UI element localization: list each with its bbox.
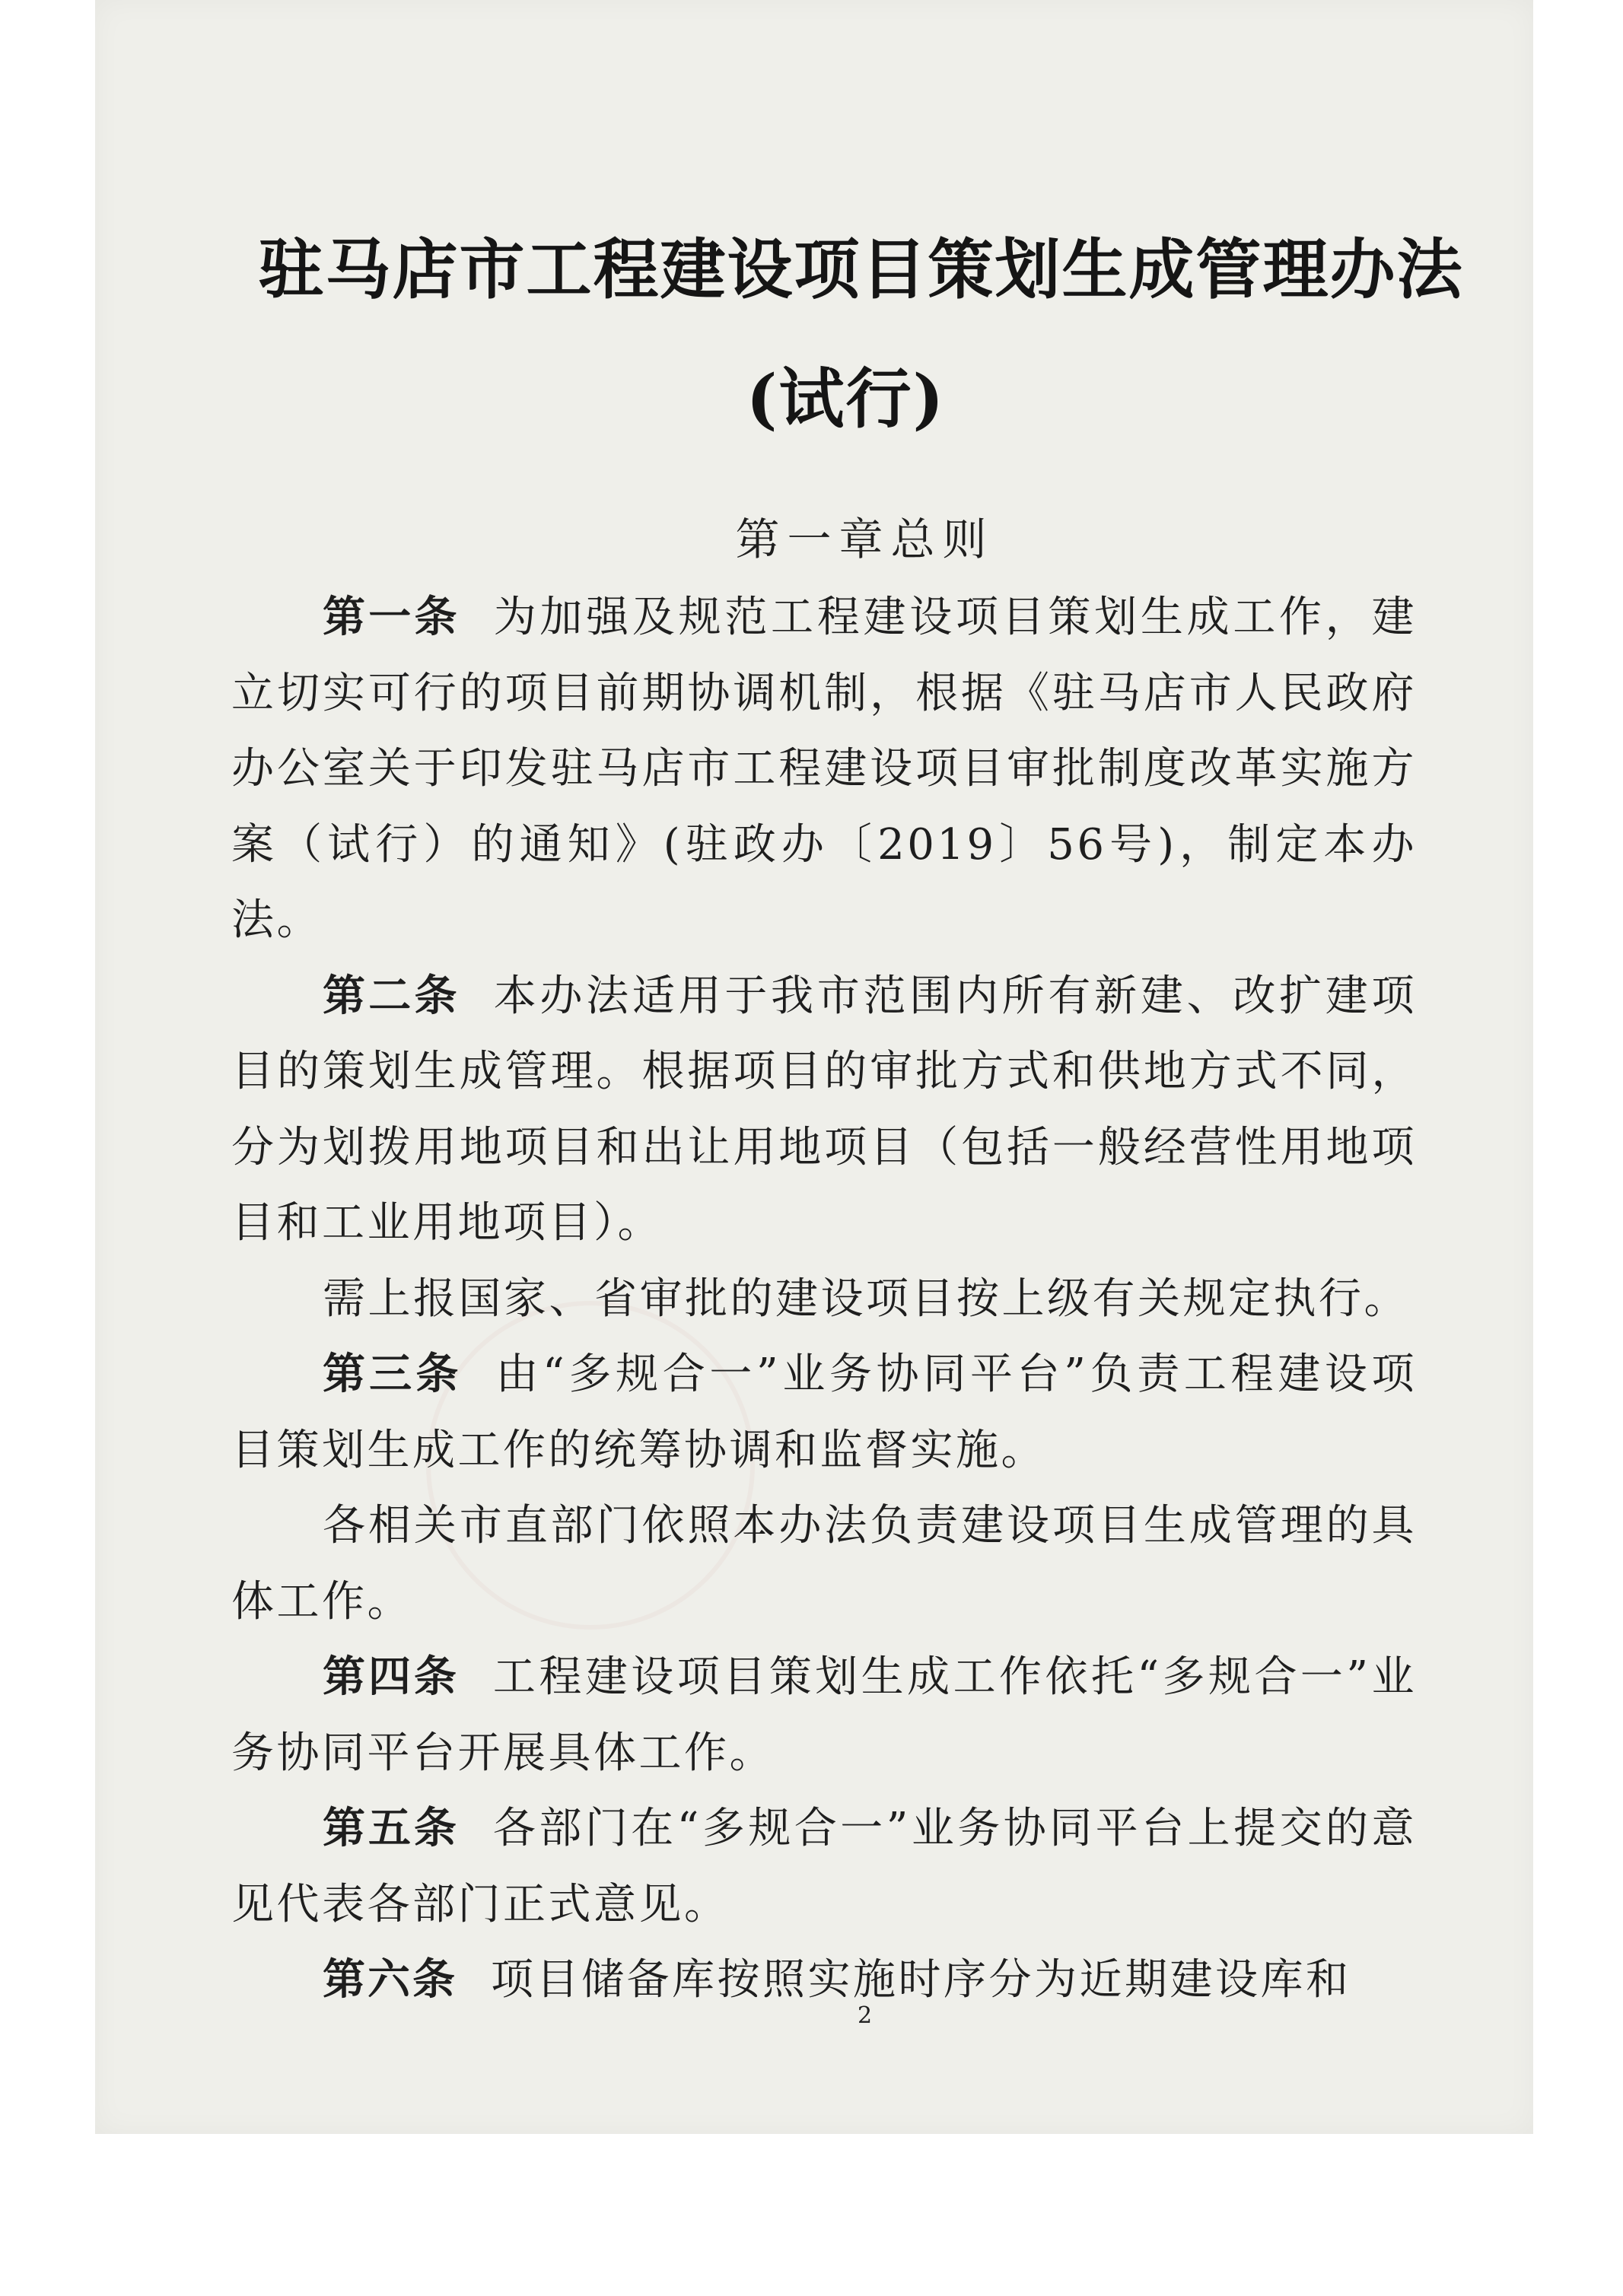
article-number: 第三条 bbox=[323, 1349, 463, 1399]
paragraph-text: 各相关市直部门依照本办法负责建设项目生成管理的具体工作。 bbox=[231, 1501, 1417, 1627]
article-number: 第二条 bbox=[323, 970, 460, 1021]
article-number: 第四条 bbox=[323, 1652, 460, 1702]
paragraph-text: 本办法适用于我市范围内所有新建、改扩建项目的策划生成管理。根据项目的审批方式和供地方式不同，分为划拨用地项目和出让用地项目（包括一般经营性用地项目和工业用地项目）。 bbox=[231, 971, 1418, 1248]
document-title: 驻马店市工程建设项目策划生成管理办法 bbox=[258, 231, 1464, 308]
paragraph-text: 为加强及规范工程建设项目策划生成工作，建立切实可行的项目前期协调机制，根据《驻马店市人民政府办公室关于印发驻马店市工程建设项目审批制度改革实施方案（试行）的通知》(驻政办〔2019〕56号)，制定本办法。 bbox=[231, 593, 1418, 945]
chapter-heading: 第一章总则 bbox=[735, 514, 994, 565]
paragraph-continuation bbox=[231, 1488, 1417, 1639]
article-number: 第一条 bbox=[323, 592, 460, 642]
document-subtitle: (试行) bbox=[746, 361, 946, 437]
paragraph-text: 项目储备库按照实施时序分为近期建设库和 bbox=[491, 1955, 1351, 2005]
paragraph-text: 工程建设项目策划生成工作依托“多规合一”业务协同平台开展具体工作。 bbox=[231, 1652, 1417, 1778]
paragraph-continuation bbox=[231, 1261, 1417, 1337]
paragraph-text: 需上报国家、省审批的建设项目按上级有关规定执行。 bbox=[323, 1274, 1409, 1324]
paragraph-text: 由“多规合一”业务协同平台”负责工程建设项目策划生成工作的统筹协调和监督实施。 bbox=[231, 1350, 1418, 1475]
paragraph-article-5 bbox=[231, 1791, 1417, 1942]
paragraph-article-2 bbox=[231, 959, 1417, 1261]
paragraph-article-4 bbox=[231, 1639, 1417, 1791]
document-body bbox=[231, 580, 1417, 2018]
article-number: 第六条 bbox=[323, 1954, 457, 2005]
paragraph-text: 各部门在“多规合一”业务协同平台上提交的意见代表各部门正式意见。 bbox=[231, 1804, 1417, 1929]
paragraph-article-3 bbox=[231, 1337, 1417, 1488]
page-number: 2 bbox=[857, 2002, 873, 2029]
paragraph-article-1 bbox=[231, 580, 1417, 959]
article-number: 第五条 bbox=[323, 1803, 460, 1853]
